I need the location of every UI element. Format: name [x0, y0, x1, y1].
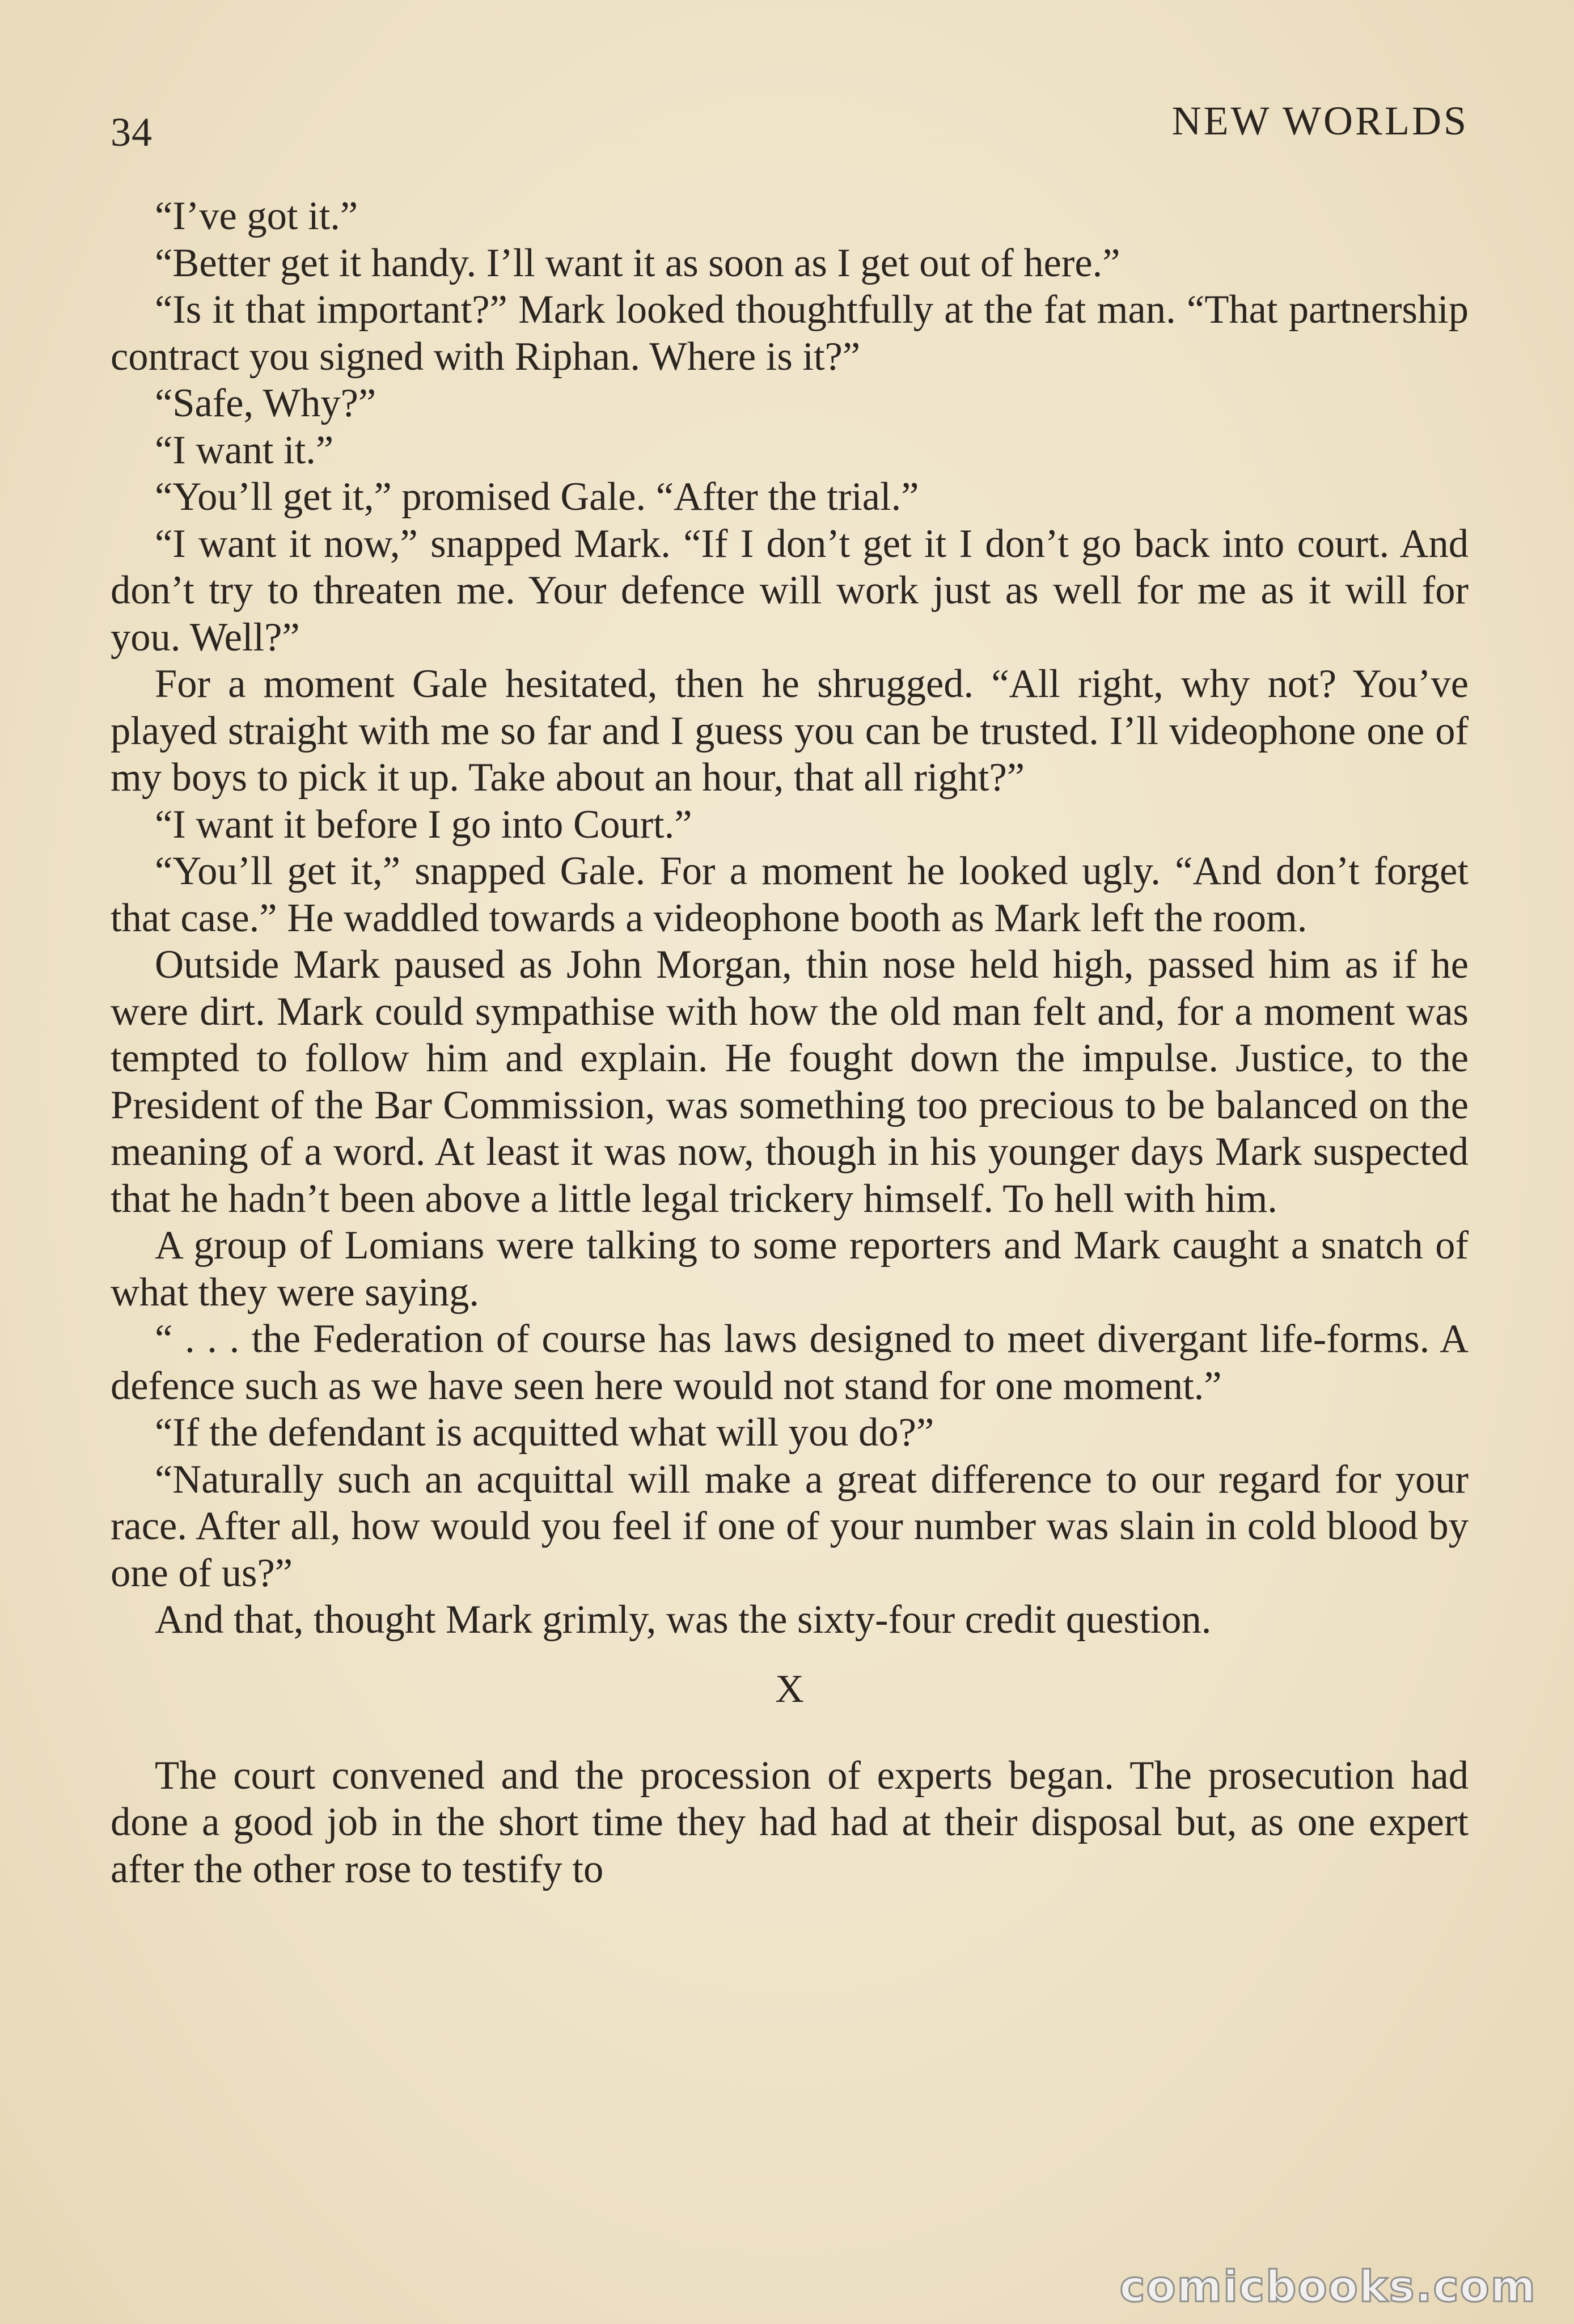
paragraph: “I want it now,” snapped Mark. “If I don’t get it I don’t go back into court. And don’t try to threaten me. Your defence will work just as well for me as it will for you. Well?”: [111, 521, 1469, 660]
body-text: [111, 193, 1469, 1892]
paragraph: And that, thought Mark grimly, was the sixty-four credit question.: [155, 1598, 1212, 1642]
page-number: 34: [111, 109, 153, 155]
running-head: NEW WORLDS: [1171, 98, 1469, 143]
paragraph: For a moment Gale hesitated, then he shrugged. “All right, why not? You’ve played straight with me so far and I guess you can be trusted. I’ll videophone one of my boys to pick it up. Take about an hour, that all right?”: [111, 662, 1469, 800]
paragraph: A group of Lomians were talking to some reporters and Mark caught a snatch of what they were saying.: [111, 1223, 1469, 1315]
paragraph: “You’ll get it,” promised Gale. “After the trial.”: [155, 475, 919, 519]
paragraph: The court convened and the procession of experts began. The prosecution had done a good job in the short time they had had at their disposal but, as one expert after the other rose to testify to: [111, 1753, 1469, 1891]
paragraph: “Better get it handy. I’ll want it as soon as I get out of here.”: [155, 240, 1120, 285]
paragraph: “You’ll get it,” snapped Gale. For a moment he looked ugly. “And don’t forget that case.” He waddled towards a videophone booth as Mark left the room.: [111, 849, 1469, 940]
paragraph: “ . . . the Federation of course has laws designed to meet divergant life-forms. A defence such as we have seen here would not stand for one moment.”: [111, 1317, 1469, 1408]
paragraph: “If the defendant is acquitted what will you do?”: [155, 1410, 934, 1455]
section-heading: X: [775, 1667, 804, 1711]
paragraph: Outside Mark paused as John Morgan, thin nose held high, passed him as if he were dirt. Mark could sympathise with how the old man felt and, for a moment was tempted to follow him and explain. He fought down the impulse. Justice, to the President of the Bar Commission, was something too precious to be balanced on the meaning of a word. At least it was now, though in his younger days Mark suspected that he hadn’t been above a little legal trickery himself. To hell with him.: [111, 943, 1469, 1221]
paragraph: “Naturally such an acquittal will make a great difference to our regard for your race. After all, how would you feel if one of your number was slain in cold blood by one of us?”: [111, 1457, 1469, 1595]
paragraph: “Is it that important?” Mark looked thoughtfully at the fat man. “That partnership contract you signed with Riphan. Where is it?”: [111, 288, 1469, 379]
paragraph: “Safe, Why?”: [155, 381, 376, 425]
paragraph: “I want it before I go into Court.”: [155, 802, 692, 847]
watermark-logo: comicbooks.com: [1119, 2261, 1537, 2312]
paragraph: “I want it.”: [155, 428, 334, 472]
page-header: [111, 98, 1469, 160]
paragraph: “I’ve got it.”: [155, 194, 358, 238]
